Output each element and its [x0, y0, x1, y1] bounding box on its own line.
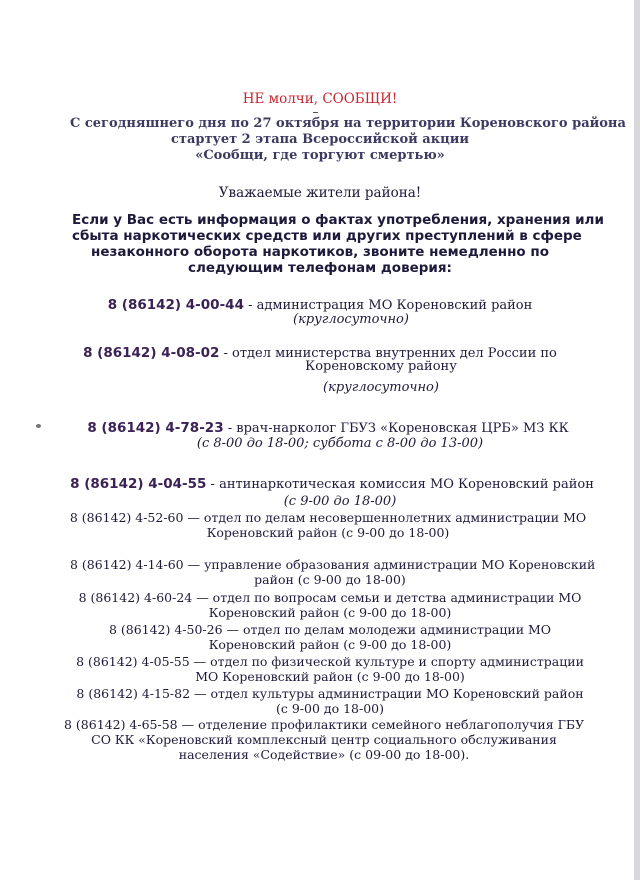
lead-line: следующим телефонам доверия: — [188, 260, 452, 276]
contact-line: район (с 9-00 до 18-00) — [254, 572, 406, 587]
intro-line: «Сообщи, где торгуют смертью» — [195, 148, 445, 163]
hotline-3-hours: (с 8-00 до 18-00; суббота с 8-00 до 13-00) — [196, 436, 484, 451]
contact-line: 8 (86142) 4-50-26 — отдел по делам молодежи администрации МО — [108, 622, 552, 637]
hotline-phone: 8 (86142) 4-04-55 — [70, 476, 207, 492]
contact-line: СО КК «Кореновский комплексный центр социального обслуживания — [91, 732, 557, 747]
contact-5 — [70, 654, 590, 684]
hotline-2-hours: (круглосуточно) — [323, 380, 439, 395]
contact-line: Кореновский район (с 9-00 до 18-00) — [206, 525, 450, 540]
hotline-desc: - антинаркотическая комиссия МО Кореновский район — [206, 477, 594, 492]
contact-6 — [70, 686, 590, 716]
lead-line: незаконного оборота наркотиков, звоните немедленно по — [91, 244, 549, 260]
contact-line: 8 (86142) 4-65-58 — отделение профилактики семейного неблагополучия ГБУ — [64, 717, 585, 732]
contact-3 — [70, 590, 590, 620]
hotline-phone: 8 (86142) 4-78-23 — [87, 420, 224, 436]
hotline-desc: - врач-нарколог ГБУЗ «Кореновская ЦРБ» МЗ КК — [223, 421, 569, 436]
contact-line: 8 (86142) 4-05-55 — отдел по физической культуре и спорту администрации — [76, 654, 584, 669]
contact-line: 8 (86142) 4-15-82 — отдел культуры администрации МО Кореновский район — [76, 686, 584, 701]
contact-line: населения «Содействие» (с 09-00 до 18-00). — [178, 747, 470, 762]
contact-line: МО Кореновский район (с 9-00 до 18-00) — [195, 669, 465, 684]
scan-speck — [36, 424, 41, 428]
lead-line: сбыта наркотических средств или других преступлений в сфере — [72, 228, 582, 244]
contact-2 — [70, 557, 596, 587]
hotline-3 — [58, 417, 598, 436]
contact-line: 8 (86142) 4-52-60 — отдел по делам несовершеннолетних администрации МО — [69, 510, 587, 525]
scan-edge — [634, 0, 640, 880]
contact-7 — [64, 717, 584, 762]
lead-line: Если у Вас есть информация о фактах употребления, хранения или — [72, 212, 604, 228]
contact-line: (с 9-00 до 18-00) — [275, 701, 384, 716]
contact-4 — [70, 622, 590, 652]
hotline-1 — [70, 294, 570, 313]
contact-1 — [68, 510, 588, 540]
contact-line: 8 (86142) 4-14-60 — управление образования администрации МО Кореновский — [70, 557, 596, 572]
intro-line: С сегодняшнего дня по 27 октября на территории Кореновского района — [70, 116, 626, 131]
greeting: Уважаемые жители района! — [218, 185, 422, 201]
hotline-2-desc-cont: Кореновскому району — [305, 359, 457, 374]
contact-line: Кореновский район (с 9-00 до 18-00) — [208, 637, 452, 652]
hotline-phone: 8 (86142) 4-08-02 — [83, 345, 220, 361]
document-title: НЕ молчи, СООБЩИ! — [242, 91, 398, 107]
hotline-4-hours: (с 9-00 до 18-00) — [283, 494, 397, 509]
scan-mark — [313, 112, 318, 113]
contact-line: Кореновский район (с 9-00 до 18-00) — [208, 605, 452, 620]
intro-announcement — [70, 116, 626, 164]
hotline-phone: 8 (86142) 4-00-44 — [107, 297, 244, 313]
hotline-desc: - отдел министерства внутренних дел России по — [219, 346, 557, 361]
contact-line: 8 (86142) 4-60-24 — отдел по вопросам семьи и детства администрации МО — [78, 590, 582, 605]
hotline-desc: - администрация МО Кореновский район — [243, 298, 533, 313]
intro-line: стартует 2 этапа Всероссийской акции — [170, 132, 470, 147]
hotline-4 — [62, 473, 602, 492]
lead-paragraph — [72, 212, 604, 276]
hotline-1-hours: (круглосуточно) — [293, 312, 409, 327]
